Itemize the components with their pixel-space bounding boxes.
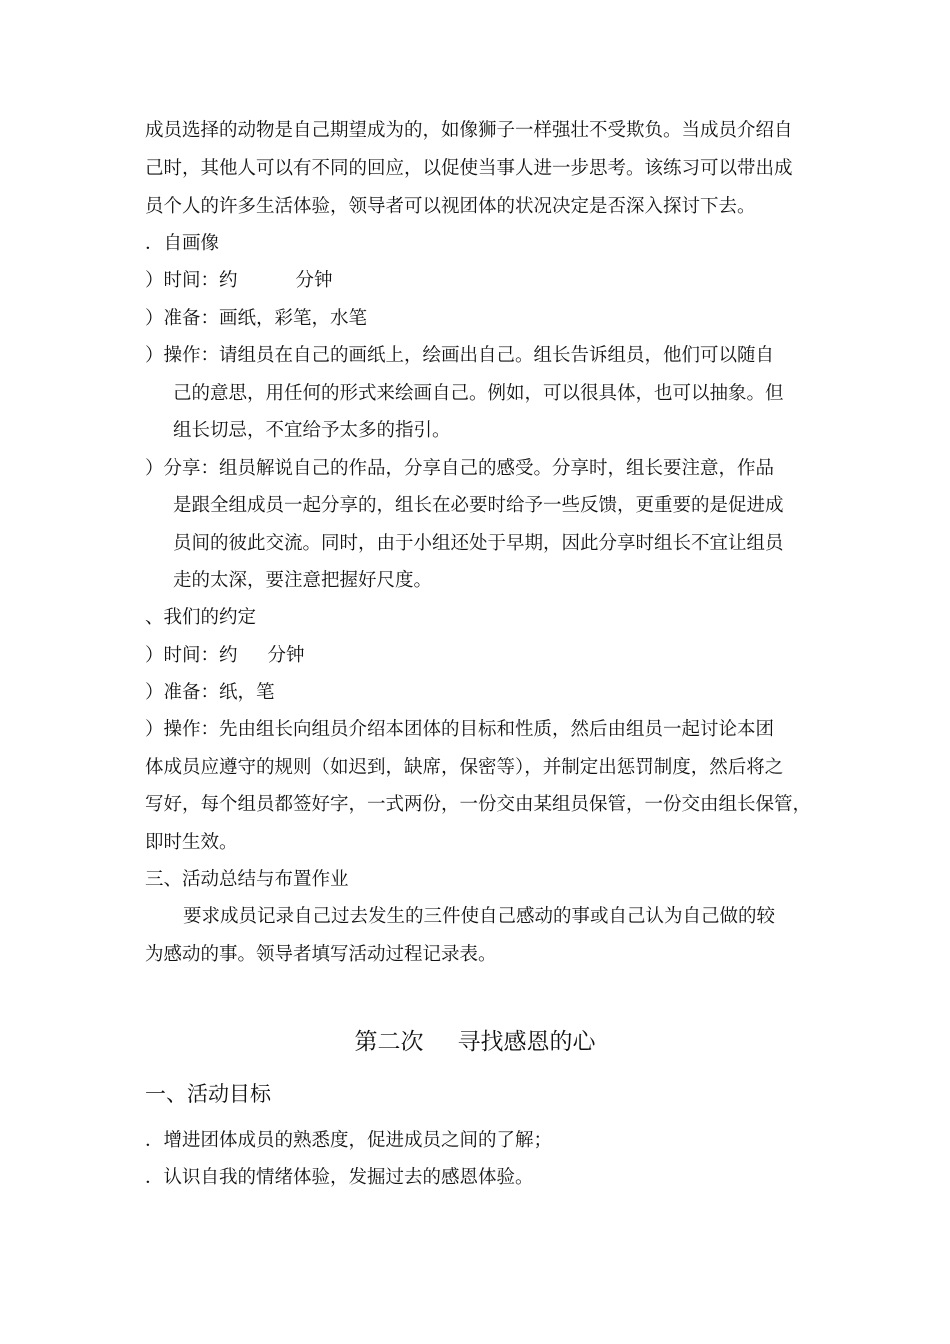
section-heading-goals: 一、活动目标 [145, 1082, 271, 1106]
share-line: 员间的彼此交流。同时，由于小组还处于早期，因此分享时组长不宜让组员 [173, 533, 784, 554]
time-unit: 分钟 [267, 645, 305, 666]
session-title-name: 寻找感恩的心 [457, 1029, 596, 1055]
summary-line: 要求成员记录自己过去发生的三件使自己感动的事或自己认为自己做的较 [183, 906, 776, 927]
share-line: ）分享：组员解说自己的作品，分享自己的感受。分享时，组长要注意，作品 [145, 458, 775, 479]
operation-line: 体成员应遵守的规则（如迟到，缺席，保密等），并制定出惩罚制度，然后将之 [145, 757, 784, 778]
operation-line: 即时生效。 [145, 832, 238, 853]
goal-item: ．增进团体成员的熟悉度，促进成员之间的了解； [145, 1130, 553, 1151]
prep-line: ）准备：纸，笔 [145, 682, 275, 703]
operation-line: 写好，每个组员都签好字，一式两份，一份交由某组员保管，一份交由组长保管， [145, 794, 812, 815]
section-heading-summary: 三、活动总结与布置作业 [145, 869, 349, 890]
goal-item: ．认识自我的情绪体验，发掘过去的感恩体验。 [145, 1167, 534, 1188]
time-line [145, 643, 305, 669]
time-label: ）时间：约 [145, 645, 238, 666]
time-label: ）时间：约 [145, 270, 238, 291]
summary-line: 为感动的事。领导者填写活动过程记录表。 [145, 944, 497, 965]
operation-line: 己的意思，用任何的形式来绘画自己。例如，可以很具体，也可以抽象。但 [173, 383, 784, 404]
operation-line: 组长切忌，不宜给予太多的指引。 [173, 420, 451, 441]
paragraph-line: 员个人的许多生活体验，领导者可以视团体的状况决定是否深入探讨下去。 [145, 196, 756, 217]
time-line [145, 268, 333, 294]
paragraph-line: 成员选择的动物是自己期望成为的，如像狮子一样强壮不受欺负。当成员介绍自 [145, 120, 793, 141]
time-unit: 分钟 [295, 270, 333, 291]
share-line: 是跟全组成员一起分享的，组长在必要时给予一些反馈，更重要的是促进成 [173, 495, 784, 516]
session-title-number: 第二次 [354, 1029, 424, 1055]
prep-line: ）准备：画纸，彩笔，水笔 [145, 308, 368, 329]
paragraph-line: 己时，其他人可以有不同的回应，以促使当事人进一步思考。该练习可以带出成 [145, 158, 793, 179]
operation-line: ）操作：请组员在自己的画纸上，绘画出自己。组长告诉组员，他们可以随自 [145, 345, 775, 366]
share-line: 走的太深，要注意把握好尺度。 [173, 570, 433, 591]
operation-line: ）操作：先由组长向组员介绍本团体的目标和性质，然后由组员一起讨论本团 [145, 719, 775, 740]
subheading-self-portrait: ．自画像 [145, 233, 220, 254]
session-title [0, 1027, 950, 1057]
subheading-agreement: 、我们的约定 [145, 607, 257, 628]
